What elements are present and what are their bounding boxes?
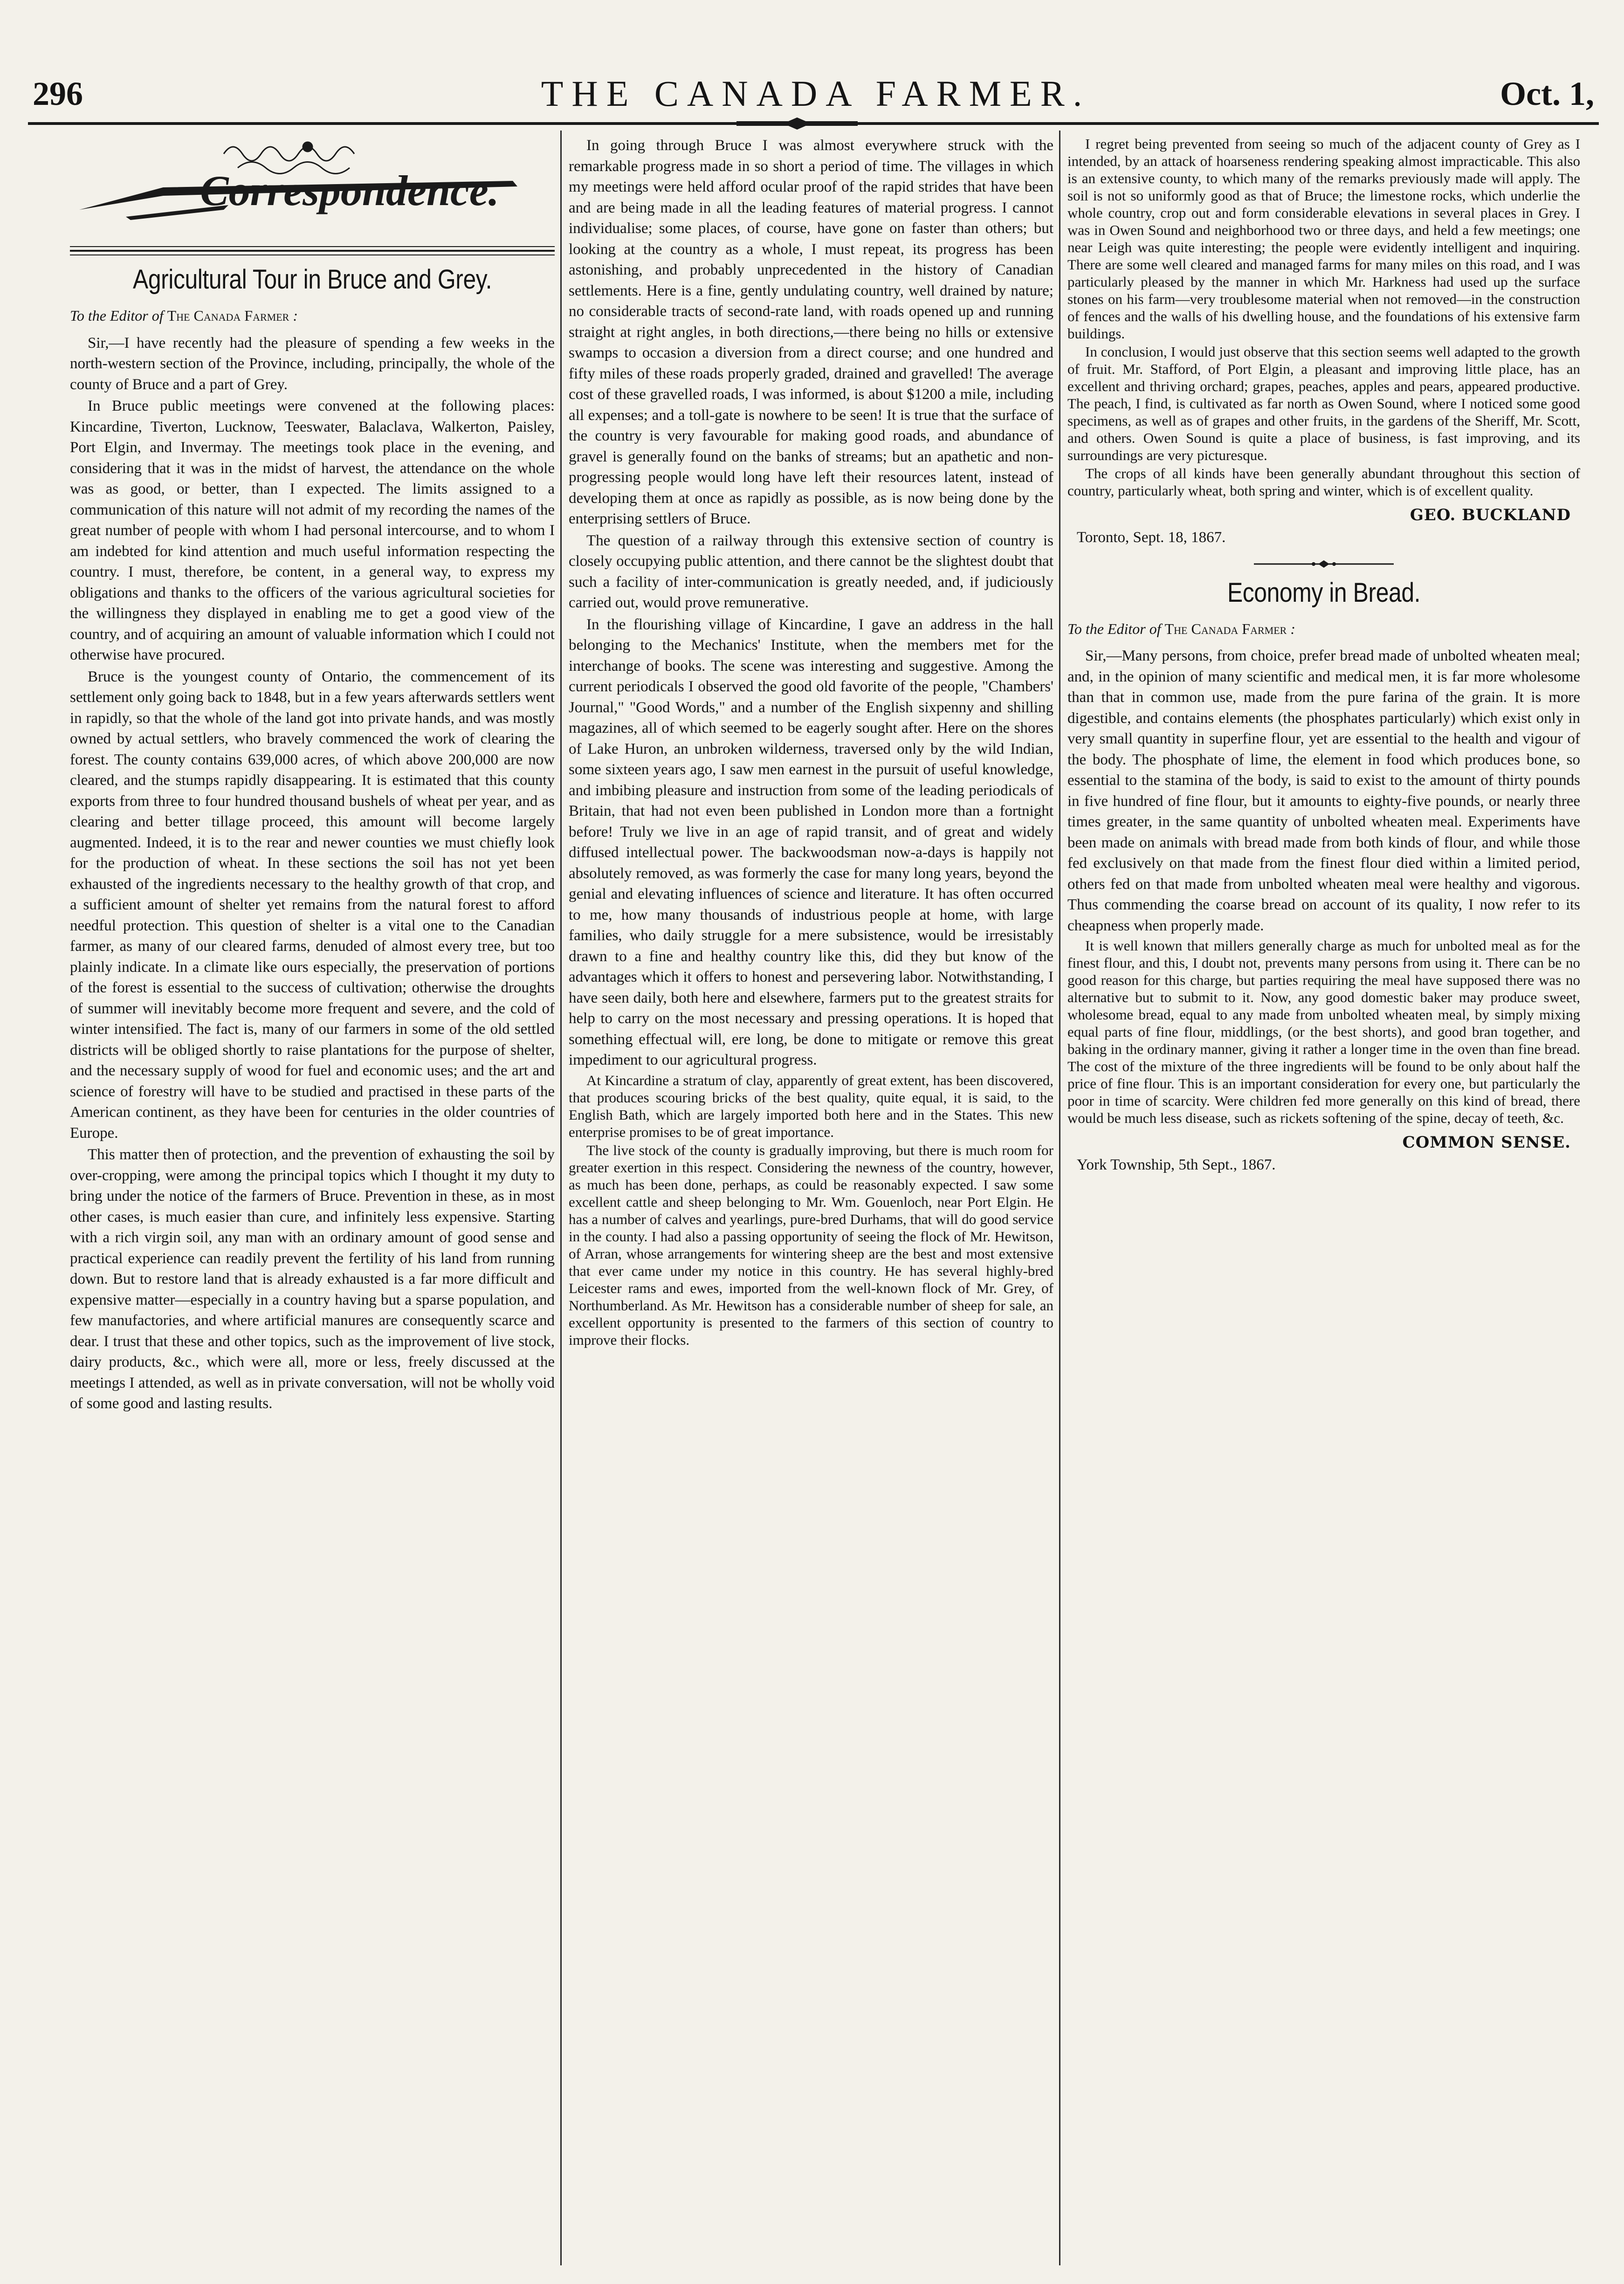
divider-ornament-icon bbox=[1254, 559, 1394, 569]
article-body-continued-dense bbox=[569, 1072, 1053, 1348]
paragraph: It is well known that millers generally charge as much for unbolted meal as for the finest flour, and this, I doubt not, prevents many persons from using it. There can be no good reason for this charge, but parties requiring the meal have supposed there was no alternative but to submit to it. Now, any good domestic baker may produce sweet, wholesome bread, equal to any made from unbolted wheaten meal, by simply mixing equal parts of fine flour, middlings, (or the best shorts), and good bran together, and baking in the ordinary manner, giving it rather a longer time in the oven than fine bread. The cost of the mixture of the three ingredients will be found to be only about half the price of fine flour. This is an important consideration for every one, but particularly the poor in time of scarcity. Were children fed more generally on this kind of bread, there would be much less disease, such as rickets softening of the spine, decay of teeth, &c. bbox=[1067, 937, 1580, 1126]
salutation-suffix: : bbox=[293, 307, 298, 324]
paragraph: Sir,—I have recently had the pleasure of spending a few weeks in the north-western section of the Province, including, principally, the whole of the county of Bruce and a part of Grey. bbox=[70, 334, 555, 393]
section-divider bbox=[1067, 559, 1580, 569]
salutation-paper: The Canada Farmer bbox=[1164, 620, 1287, 637]
page-number: 296 bbox=[33, 75, 83, 112]
article-body-continued bbox=[1067, 135, 1580, 499]
column-2 bbox=[569, 135, 1053, 2261]
paragraph: In the flourishing village of Kincardine, I gave an address in the hall belonging to the Mechanics' Institute, when the members met for the interchange of books. The scene was interesting and suggestive. Among the current periodicals I observed the good old favorite of the people, "Chambers' Journal," "Good Words," and a number of the English sixpenny and shilling magazines, all of which seemed to be eagerly sought after. Here on the shores of Lake Huron, an unbroken wilderness, traversed only by the wild Indian, some sixteen years ago, I saw men earnest in the pursuit of useful knowledge, and imbibing pleasure and instruction from some of the leading periodicals of Britain, that had not even been published in London more than a fortnight before! Truly we live in an age of rapid transit, and of great and widely diffused intellectual power. The backwoodsman now-a-days is happily not absolutely removed, as was formerly the case for many long years, beyond the genial and elevating influences of science and literature. It has often occurred to me, how many thousands of industrious people at home, with large families, who daily struggle for a mere subsistence, would be irresistably drawn to a fine and healthy country like this, did they but know of the advantages which it offers to honest and persevering labor. Notwithstanding, I have seen daily, both here and elsewhere, farmers put to the greatest straits for help to carry on the most necessary and pressing operations. It is hoped that something effectual will, ere long, be done to mitigate or remove this great impediment to our agricultural progress. bbox=[569, 616, 1053, 1068]
signature: COMMON SENSE. bbox=[1402, 1133, 1571, 1152]
salutation-suffix: : bbox=[1290, 620, 1295, 637]
article-title: Agricultural Tour in Bruce and Grey. bbox=[132, 264, 492, 295]
correspondence-label: Correspondence. bbox=[200, 167, 499, 214]
header-ornament-icon bbox=[736, 117, 858, 130]
dateline: York Township, 5th Sept., 1867. bbox=[1077, 1156, 1276, 1173]
paragraph: The crops of all kinds have been generally abundant throughout this section of country, particularly wheat, both spring and winter, which is of excellent quality. bbox=[1067, 465, 1580, 499]
article-body-dense bbox=[1067, 937, 1580, 1127]
salutation bbox=[1067, 619, 1580, 640]
rule bbox=[70, 246, 555, 247]
paragraph: The question of a railway through this extensive section of country is closely occupying public attention, and there cannot be the slightest doubt that such a facility of inter-communication is greatly needed, and, if judiciously carried out, would prove remunerative. bbox=[569, 532, 1053, 611]
column-3 bbox=[1067, 135, 1580, 2261]
article-body bbox=[70, 333, 555, 1414]
dateline: Toronto, Sept. 18, 1867. bbox=[1077, 529, 1226, 546]
column-rule-2 bbox=[1059, 131, 1060, 2265]
salutation bbox=[70, 305, 555, 326]
paragraph: Bruce is the youngest county of Ontario, the commencement of its settlement only going back to 1848, but in a few years afterwards settlers went in rapidly, so that the whole of the land got into private hands, and was mostly owned by actual settlers, who bravely commenced the work of clearing the forest. The county contains 639,000 acres, of which above 200,000 are now cleared, and the stumps rapidly disappearing. It is estimated that this county exports from three to four hundred thousand bushels of wheat per year, and as clearing and better tillage proceed, this amount will become largely augmented. Indeed, it is to the rear and newer counties we must chiefly look for the production of wheat. In these sections the soil has not yet been exhausted of the ingredients necessary to the healthy growth of that crop, and a sufficient amount of shelter yet remains from the natural forest to afford needful protection. This question of shelter is a vital one to the Canadian farmer, as many of our cleared farms, denuded of almost every tree, but too plainly indicate. In a climate like ours especially, the preservation of portions of the forest is essential to the success of cultivation; otherwise the droughts of summer will inevitably become more frequent and severe, and the cold of winter intensified. The fact is, many of our farmers in some of the old settled districts will be obliged shortly to raise plantations for the purpose of shelter, and the necessary supply of wood for fuel and economic uses; and the art and science of forestry will have to be studied and practised in these parts of the American continent, as they have been for centuries in the older countries of Europe. bbox=[70, 668, 555, 1142]
double-rule bbox=[70, 250, 555, 255]
signature: GEO. BUCKLAND bbox=[1410, 506, 1571, 524]
paragraph: At Kincardine a stratum of clay, apparently of great extent, has been discovered, that produces scouring bricks of the best quality, quite equal, it is said, to the English Bath, which are largely imported both here and in the States. This new enterprise promises to be of great importance. bbox=[569, 1072, 1053, 1140]
paragraph: I regret being prevented from seeing so much of the adjacent county of Grey as I intended, by an attack of hoarseness rendering speaking almost impracticable. This also is an extensive county, to which many of the remarks previously made will apply. The soil is not so uniformly good as that of Bruce; the limestone rocks, which underlie the whole country, crop out and form considerable elevations in several places in Grey. I was in Owen Sound and neighborhood two or three days, and held a few meetings; one near Leigh was quite interesting; the people were evidently intelligent and inquiring. There are some well cleared and managed farms for many miles on this road, and I was particularly pleased by the manner in which Mr. Harkness had used up the surface stones on his farm—very troublesome material when not removed—in the construction of fences and the walls of his dwelling house, and the foundations of his extensive farm buildings. bbox=[1067, 136, 1580, 342]
paragraph: In going through Bruce I was almost everywhere struck with the remarkable progress made in so short a period of time. The villages in which my meetings were held afford ocular proof of the rapid strides that have been and are being made in all the leading features of material progress. I cannot individualise; some places, of course, have gone on faster than others; but looking at the country as a whole, I must repeat, its progress has been astonishing, and probably unprecedented in the history of Canadian settlements. Here is a fine, gently undulating country, well drained by nature; no considerable tracts of second-rate land, with roads opened up and running straight at right angles, in both directions,—there being no hills or extensive swamps to occasion a diversion from a direct course; and one hundred and fifty miles of these roads properly graded, drained and gravelled! The average cost of these gravelled roads, I was informed, is about $1200 a mile, including all expenses; and a toll-gate is nowhere to be seen! It is true that the surface of the country is very favourable for making good roads, and abundance of gravel is generally found on the banks of streams; but an apathetic and non-progressing people would long have left their resources latent, instead of developing them at once as rapidly as possible, as is now being done by the enterprising settlers of Bruce. bbox=[569, 137, 1053, 527]
issue-date: Oct. 1, bbox=[1500, 75, 1594, 112]
salutation-prefix: To the Editor of bbox=[1067, 620, 1161, 637]
salutation-paper: The Canada Farmer bbox=[167, 307, 289, 324]
paragraph: This matter then of protection, and the prevention of exhausting the soil by over-cropping, were among the principal topics which I thought it my duty to bring under the notice of the farmers of Bruce. Prevention in these, as in most other cases, is much easier than cure, and infinitely less expensive. Starting with a rich virgin soil, any man with an ordinary amount of good sense and practical experience can readily prevent the fertility of his land from running down. But to restore land that is already exhausted is a far more difficult and expensive matter—especially in a country having but a sparse population, and few manufactories, and where artificial manures are consequently scarce and dear. I trust that these and other topics, such as the improvement of live stock, dairy products, &c., which were all, more or less, freely discussed at the meetings I attended, as well as in private conversation, will not be wholly void of some good and lasting results. bbox=[70, 1146, 555, 1412]
correspondence-heading bbox=[70, 135, 555, 242]
column-1 bbox=[70, 135, 555, 2261]
paragraph: In conclusion, I would just observe that this section seems well adapted to the growth of fruit. Mr. Stafford, of Port Elgin, a pleasant and improving little place, has an excellent and thriving orchard; grapes, peaches, apples and pears, appeared productive. The peach, I find, is cultivated as far north as Owen Sound, where I noticed some good specimens, as well as of grapes and other fruits, in the gardens of the Sheriff, Mr. Scott, and others. Owen Sound is quite a place of business, is fast improving, and its surroundings are very picturesque. bbox=[1067, 344, 1580, 463]
paragraph: The live stock of the county is gradually improving, but there is much room for greater exertion in this respect. Considering the newness of the country, however, as much has been done, perhaps, as could be reasonably expected. I saw some excellent cattle and sheep belonging to Mr. Wm. Gouenloch, near Port Elgin. He has a number of calves and yearlings, pure-bred Durhams, that will do good service in the county. I had also a passing opportunity of seeing the flock of Mr. Hewitson, of Arran, whose arrangements for wintering sheep are the best and most extensive that ever came under my notice in this country. He has several highly-bred Leicester rams and ewes, imported from the well-known flock of Mr. Grey, of Northumberland. As Mr. Hewitson has a considerable number of sheep for sale, an excellent opportunity is presented to the farmers of this section of country to improve their flocks. bbox=[569, 1142, 1053, 1348]
salutation-prefix: To the Editor of bbox=[70, 307, 164, 324]
masthead: THE CANADA FARMER. bbox=[541, 73, 1091, 114]
article-body bbox=[1067, 646, 1580, 936]
paragraph: In Bruce public meetings were convened at the following places: Kincardine, Tiverton, Lucknow, Teeswater, Balaclava, Walkerton, Paisley, Port Elgin, and Invermay. The meetings took place in the evening, and considering that it was in the midst of harvest, the attendance on the whole was as good, or better, than I expected. The limits assigned to a communication of this nature will not admit of my recording the names of the great number of people with whom I had personal intercourse, and to whom I am indebted for kind attention and much useful information respecting the country. I must, therefore, be content, in a general way, to express my obligations and thanks to the officers of the various agricultural societies for the willingness they displayed in enabling me to get a good view of the country, and of acquiring an amount of valuable information which I could not otherwise have procured. bbox=[70, 398, 555, 663]
paragraph: Sir,—Many persons, from choice, prefer bread made of unbolted wheaten meal; and, in the opinion of many scientific and medical men, it is far more wholesome than that in common use, made from the pure farina of the grain. It is more digestible, and contains elements (the phosphates particularly) which exist only in very small quantity in superfine flour, yet are essential to the health and vigour of the body. The phosphate of lime, the element in food which produces bone, so essential to the stamina of the body, is said to exist to the amount of thirty pounds in five hundred of fine flour, but it amounts to eighty-five pounds, or nearly three times greater, in the same quantity of unbolted wheaten meal. Experiments have been made on animals with bread made from both kinds of flour, and while those fed exclusively on that made from the finest flour died within a limited period, others fed on that made from unbolted wheaten meal were healthy and vigorous. Thus commending the coarse bread on account of its quality, I now refer to its cheapness when properly made. bbox=[1067, 647, 1580, 934]
article-title: Economy in Bread. bbox=[1227, 577, 1421, 608]
column-rule-1 bbox=[560, 131, 562, 2265]
page-header bbox=[28, 70, 1603, 121]
article-body-continued bbox=[569, 135, 1053, 1071]
